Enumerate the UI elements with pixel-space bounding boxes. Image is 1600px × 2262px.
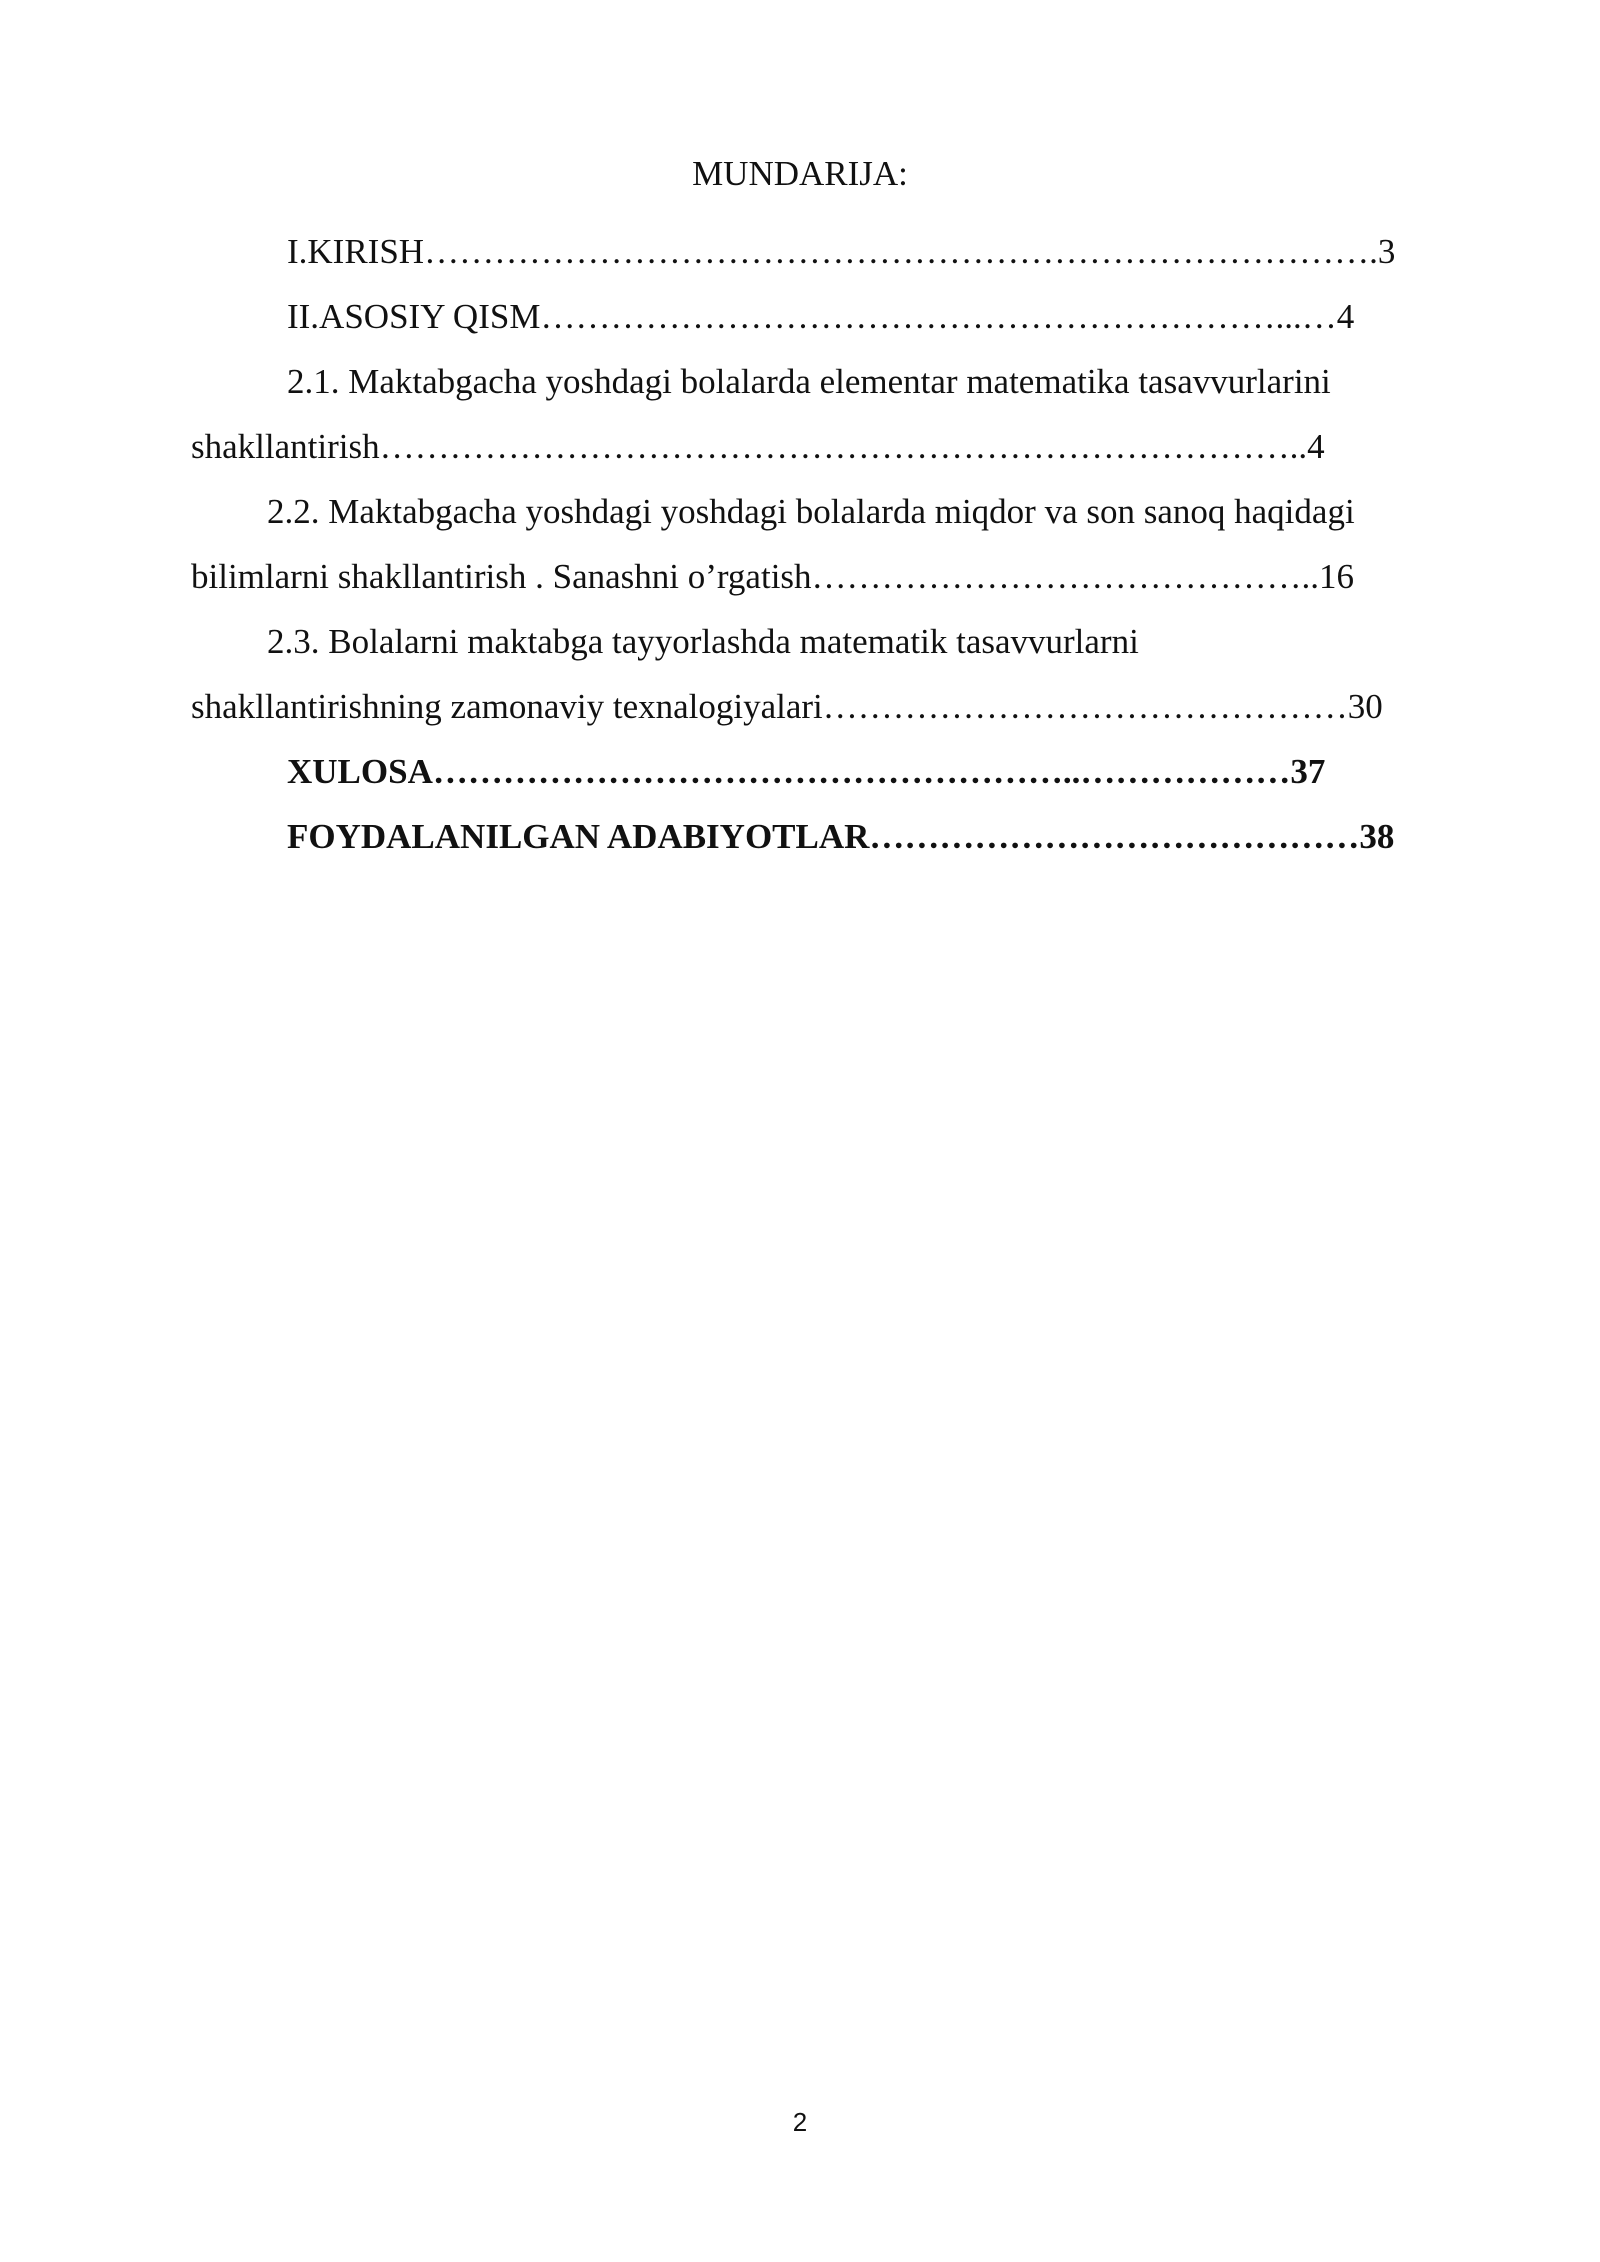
- toc-entry-xulosa: XULOSA………………………………………………..………………37: [287, 752, 1326, 791]
- toc-entry-2-2-line-1: 2.2. Maktabgacha yoshdagi yoshdagi bolalarda miqdor va son sanoq haqidagi: [267, 492, 1355, 531]
- toc-entry-2-1-line-1: 2.1. Maktabgacha yoshdagi bolalarda elementar matematika tasavvurlarini: [287, 362, 1331, 401]
- toc-entry-asosiy-qism: II.ASOSIY QISM………………………………………………………...…4: [287, 297, 1355, 336]
- toc-entry-2-3-line-2: shakllantirishning zamonaviy texnalogiyalari………………………………………30: [191, 687, 1383, 726]
- toc-entry-2-3-line-1: 2.3. Bolalarni maktabga tayyorlashda matematik tasavvurlarni: [267, 622, 1139, 661]
- toc-entry-2-1-line-2: shakllantirish……………………………………………………………………..4: [191, 427, 1325, 466]
- page-number: 2: [792, 2107, 808, 2137]
- toc-entry-foydalanilgan-adabiyotlar: FOYDALANILGAN ADABIYOTLAR……………………………………38: [287, 817, 1395, 856]
- toc-title: MUNDARIJA:: [692, 154, 908, 193]
- toc-entry-2-2-line-2: bilimlarni shakllantirish . Sanashni o’rgatish……………………………………..16: [191, 557, 1355, 596]
- toc-entry-kirish: I.KIRISH……………………………………………………………………….3: [287, 232, 1396, 271]
